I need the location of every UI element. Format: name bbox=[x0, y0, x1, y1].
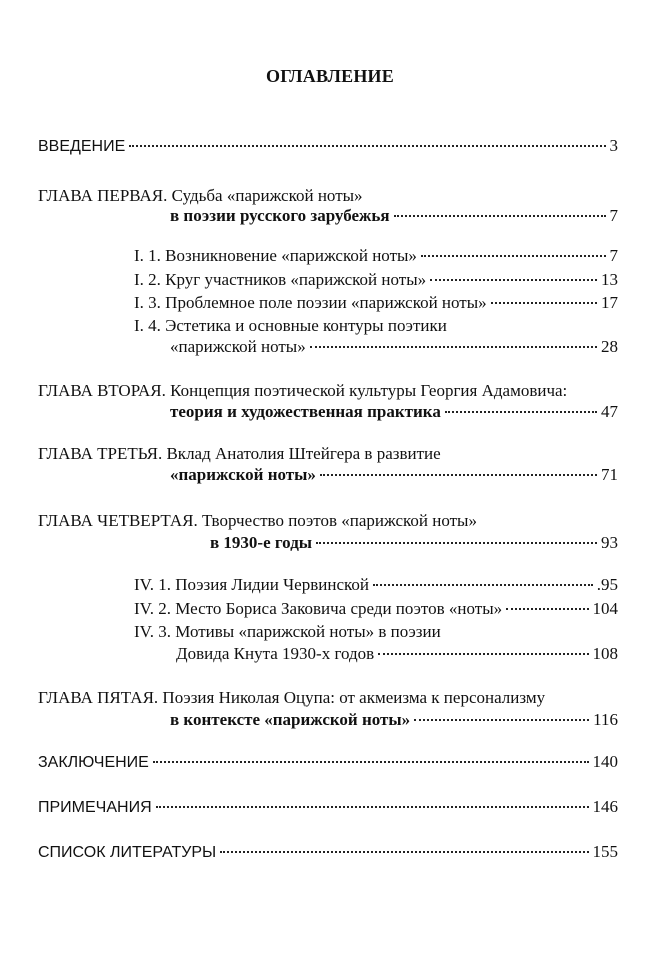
chapter-head: ГЛАВА ЧЕТВЕРТАЯ. bbox=[38, 511, 198, 530]
chapter-head: ГЛАВА ПЯТАЯ. bbox=[38, 688, 159, 707]
page-number: 13 bbox=[601, 270, 618, 289]
toc-entry-chapter-3-line2 bbox=[170, 465, 618, 485]
toc-entry-chapter-4-line1 bbox=[38, 511, 477, 531]
chapter-head: ГЛАВА ВТОРАЯ. bbox=[38, 381, 166, 400]
toc-entry-chapter-2-line1 bbox=[38, 381, 567, 401]
toc-entry-section-1-4-line2 bbox=[170, 337, 618, 357]
toc-entry-chapter-3-line1 bbox=[38, 444, 441, 464]
page-number: 7 bbox=[609, 246, 618, 265]
toc-entry-section-4-3-line1: IV. 3. Мотивы «парижской ноты» в поэзии bbox=[134, 622, 441, 641]
dot-leader bbox=[378, 653, 588, 655]
dot-leader bbox=[421, 255, 606, 257]
section-label-cont: Довида Кнута 1930-х годов bbox=[176, 644, 375, 663]
entry-label: ЗАКЛЮЧЕНИЕ bbox=[38, 754, 149, 771]
chapter-title-cont: «парижской ноты» bbox=[170, 465, 316, 484]
page-number: 140 bbox=[592, 752, 618, 771]
toc-entry-bibliography bbox=[38, 842, 618, 862]
dot-leader bbox=[491, 302, 597, 304]
toc-entry-conclusion bbox=[38, 752, 618, 772]
chapter-title: Судьба «парижской ноты» bbox=[171, 186, 363, 205]
dot-leader bbox=[129, 145, 605, 147]
chapter-head: ГЛАВА ТРЕТЬЯ. bbox=[38, 444, 163, 463]
entry-label: ПРИМЕЧАНИЯ bbox=[38, 799, 152, 816]
dot-leader bbox=[506, 608, 588, 610]
toc-entry-chapter-5-line2 bbox=[170, 710, 618, 730]
section-label: I. 3. Проблемное поле поэзии «парижской ноты» bbox=[134, 293, 487, 312]
page-number: 28 bbox=[601, 337, 618, 356]
chapter-title-cont: в контексте «парижской ноты» bbox=[170, 710, 411, 729]
chapter-title-cont: теория и художественная практика bbox=[170, 402, 441, 421]
toc-entry-chapter-2-line2 bbox=[170, 402, 618, 422]
dot-leader bbox=[414, 719, 589, 721]
dot-leader bbox=[153, 761, 589, 763]
chapter-title-cont: в поэзии русского зарубежья bbox=[170, 206, 390, 225]
page-number: 116 bbox=[593, 710, 618, 729]
toc-entry-section-1-4-line1: I. 4. Эстетика и основные контуры поэтики bbox=[134, 316, 447, 335]
page-number: 93 bbox=[601, 533, 618, 552]
page-number: 3 bbox=[609, 136, 618, 155]
chapter-head: ГЛАВА ПЕРВАЯ. bbox=[38, 186, 168, 205]
toc-entry-section-4-1 bbox=[134, 575, 618, 595]
page-number: .95 bbox=[596, 575, 618, 594]
chapter-title: Поэзия Николая Оцупа: от акмеизма к персонализму bbox=[162, 688, 546, 707]
dot-leader bbox=[156, 806, 589, 808]
toc-entry-section-1-2 bbox=[134, 270, 618, 290]
dot-leader bbox=[220, 851, 588, 853]
page-number: 7 bbox=[609, 206, 618, 225]
chapter-title: Творчество поэтов «парижской ноты» bbox=[202, 511, 477, 530]
page-number: 146 bbox=[592, 797, 618, 816]
dot-leader bbox=[373, 584, 593, 586]
dot-leader bbox=[316, 542, 597, 544]
toc-entry-section-4-3-line2 bbox=[176, 644, 618, 664]
page-number: 104 bbox=[592, 599, 618, 618]
dot-leader bbox=[445, 411, 597, 413]
chapter-title-cont: в 1930-е годы bbox=[210, 533, 313, 552]
page-number: 155 bbox=[592, 842, 618, 861]
toc-entry-section-1-1 bbox=[134, 246, 618, 266]
section-label: I. 2. Круг участников «парижской ноты» bbox=[134, 270, 427, 289]
toc-entry-section-4-2 bbox=[134, 599, 618, 619]
section-label: I. 1. Возникновение «парижской ноты» bbox=[134, 246, 417, 265]
chapter-title: Концепция поэтической культуры Георгия Адамовича: bbox=[170, 381, 568, 400]
section-label: IV. 2. Место Бориса Заковича среди поэтов «ноты» bbox=[134, 599, 503, 618]
dot-leader bbox=[310, 346, 597, 348]
toc-entry-section-1-3 bbox=[134, 293, 618, 313]
dot-leader bbox=[394, 215, 606, 217]
page-title: ОГЛАВЛЕНИЕ bbox=[266, 66, 394, 86]
page-number: 17 bbox=[601, 293, 618, 312]
dot-leader bbox=[430, 279, 597, 281]
page-number: 71 bbox=[601, 465, 618, 484]
toc-entry-chapter-1-line2 bbox=[170, 206, 618, 226]
page-number: 47 bbox=[601, 402, 618, 421]
entry-label: ВВЕДЕНИЕ bbox=[38, 138, 126, 155]
page-number: 108 bbox=[592, 644, 618, 663]
toc-entry-chapter-1-line1 bbox=[38, 186, 363, 206]
section-label-cont: «парижской ноты» bbox=[170, 337, 306, 356]
dot-leader bbox=[320, 474, 597, 476]
toc-entry-chapter-4-line2 bbox=[210, 533, 618, 553]
toc-entry-intro bbox=[38, 136, 618, 156]
toc-entry-notes bbox=[38, 797, 618, 817]
section-label: IV. 1. Поэзия Лидии Червинской bbox=[134, 575, 369, 594]
toc-entry-chapter-5-line1 bbox=[38, 688, 545, 708]
chapter-title: Вклад Анатолия Штейгера в развитие bbox=[166, 444, 441, 463]
entry-label: СПИСОК ЛИТЕРАТУРЫ bbox=[38, 844, 217, 861]
